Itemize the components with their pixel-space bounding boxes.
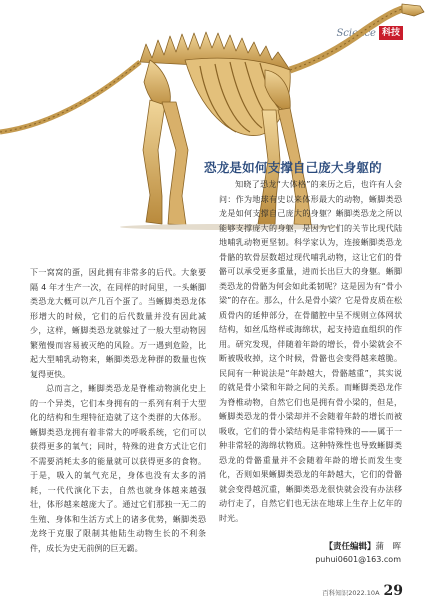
left-paragraph-2: 总而言之，蜥脚类恐龙是脊椎动物演化史上的一个异类，它们本身拥有的一系列有利于大型化的结构和生理特征造就了这个类群的大体形。蜥脚类恐龙拥有着非常大的呼吸系统，它们可以获得更多的氧气；同时，特殊的进食方式让它们不需要消耗太多的能量就可以获得更多的食物。于是，吸入的氧气充足，身体也没有太多的消耗，一代代演化下去，自然也就身体越来越强壮，体形越来越庞大了。通过它们那独一无二的生殖、身体和生活方式上的诸多优势，蜥脚类恐龙终于克服了限制其他陆生动物生长的不利条件，成长为史无前例的巨无霸。	[30, 384, 206, 553]
editor-email: puhui0601@163.com	[315, 555, 401, 564]
right-paragraph-1: 知晓了恐龙“大体格”的来历之后，也许有人会问：作为地球有史以来体形最大的动物，蜥脚类恐龙是如何支撑自己庞大的身躯？蜥脚类恐龙之所以能够支撑庞大的身躯，是因为它们的关节比现代陆地哺乳动物更坚韧。科学家认为，连接蜥脚类恐龙骨骼的软骨层数超过现代哺乳动物，这让它们的骨骼可以承受更多重量，进而长出巨大的身躯。蜥脚类恐龙的骨骼为何会如此柔韧呢？这是因为有“骨小梁”的存在。那么，什么是骨小梁？它是骨皮质在松质骨内的延伸部分，在骨髓腔中呈不规则立体网状结构，如丝瓜络样或海绵状，起支持造血组织的作用。研究发现，伴随着年龄的增长，骨小梁就会不断被吸收掉，这个时候，骨骼也会变得越来越脆。民间有一种说法是“年龄越大，骨骼越重”，其实说的就是骨小梁和年龄之间的关系。而蜥脚类恐龙作为脊椎动物，自然它们也是拥有骨小梁的，但是，蜥脚类恐龙的骨小梁却并不会随着年龄的增长而被吸收，它们的骨小梁结构是非常特殊的——属于一种非常轻的海绵状物质。这种特殊性也导致蜥脚类恐龙的骨骼重量并不会随着年龄的增长而发生变化，否则如果蜥脚类恐龙的年龄越大，它们的骨骼就会变得越沉重，蜥脚类恐龙很快就会没有办法移动行走了，自然它们也无法在地球上生存上亿年的时光。	[219, 180, 402, 523]
left-text-column	[30, 266, 206, 556]
section-label-en: Science	[336, 27, 376, 39]
article-headline: 恐龙是如何支撑自己庞大身躯的	[204, 160, 382, 175]
editor-name: 蒲 晖	[375, 542, 401, 552]
page-number: 29	[383, 583, 403, 599]
left-paragraph-1: 下一窝窝的蛋，因此拥有非常多的后代。大象要隔 4 年才生产一次，在同样的时间里，一头蜥脚类恐龙大概可以产几百个蛋了。当蜥脚类恐龙体形增大的时候，它们的后代数量并没有因此减少，这样，蜥脚类恐龙就躲过了一般大型动物因繁殖慢而容易被灭绝的风险。万一遇到危险，比起大型哺乳动物来，蜥脚类恐龙种群的数量也恢复得更快。	[30, 268, 206, 379]
editor-credit	[324, 540, 401, 552]
editor-tag: 【责任编辑】	[324, 542, 376, 552]
journal-issue: 百科知识2022.10A	[322, 589, 380, 597]
page-footer	[322, 583, 403, 599]
right-text-column	[219, 178, 402, 526]
section-label-zh: 科技	[379, 26, 403, 40]
